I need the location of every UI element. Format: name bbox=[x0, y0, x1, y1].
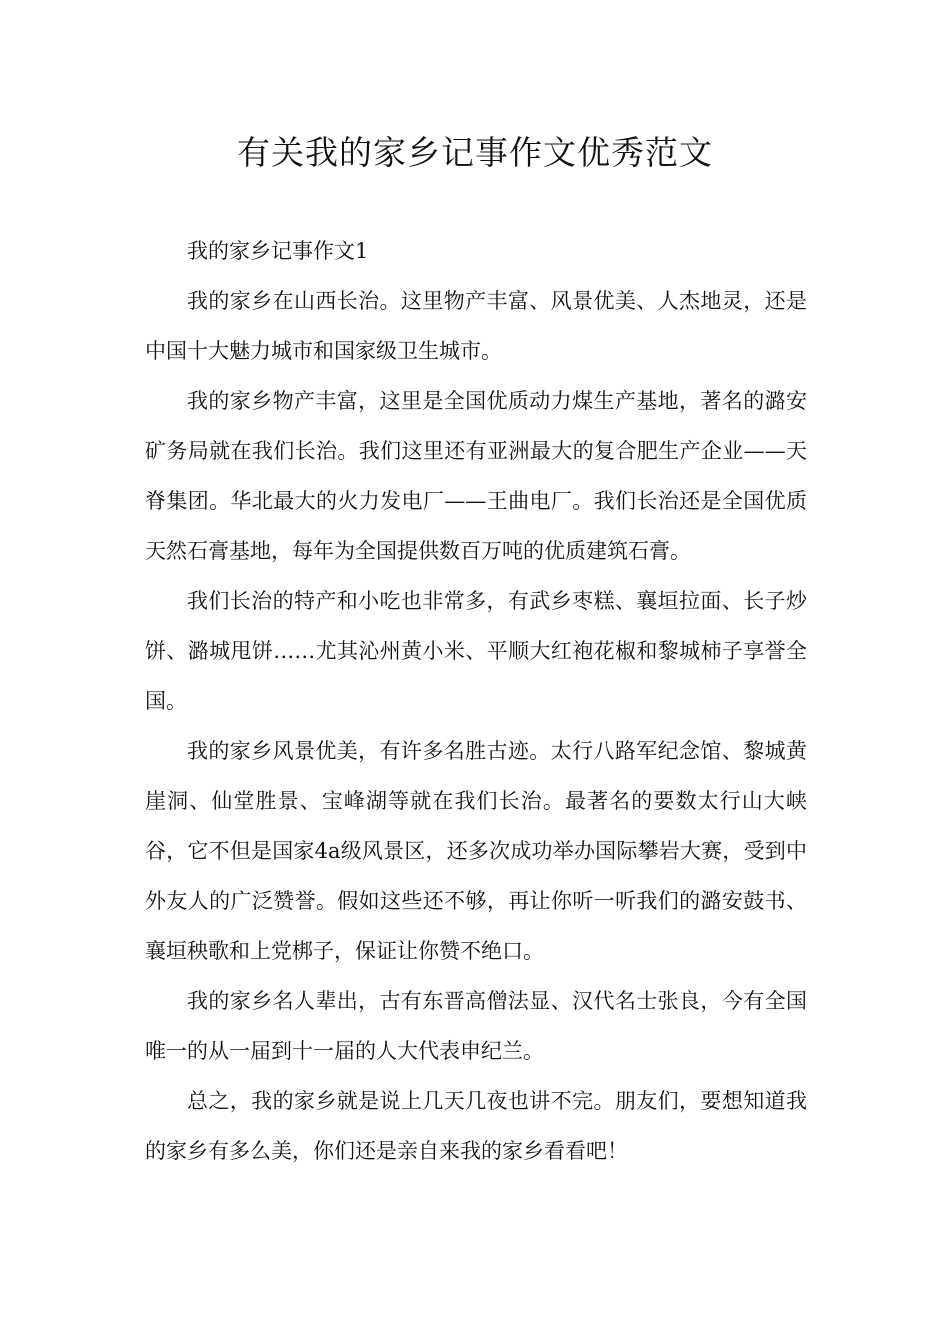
document-title: 有关我的家乡记事作文优秀范文 bbox=[237, 133, 713, 172]
paragraph: 我的家乡名人辈出，古有东晋高僧法显、汉代名士张良，今有全国唯一的从一届到十一届的人大代表申纪兰。 bbox=[145, 989, 807, 1063]
paragraph: 总之，我的家乡就是说上几天几夜也讲不完。朋友们，要想知道我的家乡有多么美，你们还是亲自来我的家乡看看吧！ bbox=[145, 1089, 807, 1163]
document-body bbox=[145, 226, 807, 1176]
paragraph: 我们长治的特产和小吃也非常多，有武乡枣糕、襄垣拉面、长子炒饼、潞城甩饼……尤其沁州黄小米、平顺大红袍花椒和黎城柿子享誉全国。 bbox=[145, 589, 807, 713]
paragraph-subtitle: 我的家乡记事作文1 bbox=[187, 239, 369, 263]
paragraph: 我的家乡物产丰富，这里是全国优质动力煤生产基地，著名的潞安矿务局就在我们长治。我们这里还有亚洲最大的复合肥生产企业——天脊集团。华北最大的火力发电厂——王曲电厂。我们长治还是全国优质天然石膏基地，每年为全国提供数百万吨的优质建筑石膏。 bbox=[145, 389, 807, 563]
paragraph: 我的家乡风景优美，有许多名胜古迹。太行八路军纪念馆、黎城黄崖洞、仙堂胜景、宝峰湖等就在我们长治。最著名的要数太行山大峡谷，它不但是国家4a级风景区，还多次成功举办国际攀岩大赛，受到中外友人的广泛赞誉。假如这些还不够，再让你听一听我们的潞安鼓书、襄垣秧歌和上党梆子，保证让你赞不绝口。 bbox=[145, 739, 807, 963]
paragraph: 我的家乡在山西长治。这里物产丰富、风景优美、人杰地灵，还是中国十大魅力城市和国家级卫生城市。 bbox=[145, 289, 807, 363]
